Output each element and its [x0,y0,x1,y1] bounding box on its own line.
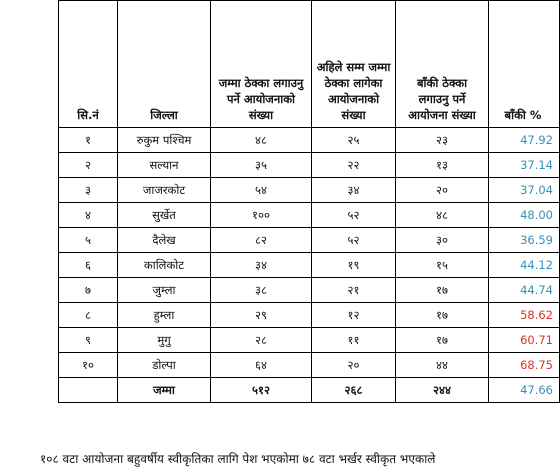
cell-remaining: १५ [396,253,489,278]
total-projects: ५१२ [211,378,312,403]
header-remaining-projects: बाँकी ठेक्का लगाउनु पर्ने आयोजना संख्या [396,1,489,128]
cell-sn: ६ [59,253,118,278]
table-row [59,303,560,328]
cell-sn: ७ [59,278,118,303]
table-row [59,278,560,303]
header-total-projects: जम्मा ठेक्का लगाउनु पर्ने आयोजनाको संख्या [211,1,312,128]
cell-percent: 47.92 [489,128,560,153]
total-row [59,378,560,403]
cell-district: जाजरकोट [118,178,211,203]
cell-sn: ५ [59,228,118,253]
total-label: जम्मा [118,378,211,403]
cell-percent: 58.62 [489,303,560,328]
cell-district: दैलेख [118,228,211,253]
cell-percent: 36.59 [489,228,560,253]
cell-percent: 60.71 [489,328,560,353]
cell-contracted: २० [312,353,396,378]
district-projects-table [58,0,560,403]
cell-contracted: ३४ [312,178,396,203]
cell-district: डोल्पा [118,353,211,378]
cell-district: जुम्ला [118,278,211,303]
cell-contracted: १२ [312,303,396,328]
cell-percent: 37.14 [489,153,560,178]
cell-remaining: १७ [396,328,489,353]
cell-percent: 37.04 [489,178,560,203]
table-row [59,228,560,253]
cell-remaining: १७ [396,278,489,303]
header-sn: सि.नं [59,1,118,128]
cell-total: ३४ [211,253,312,278]
cell-district: कालिकोट [118,253,211,278]
cell-total: ८२ [211,228,312,253]
cell-district: रुकुम पश्चिम [118,128,211,153]
cell-empty [59,378,118,403]
cell-contracted: २१ [312,278,396,303]
header-row [59,1,560,128]
cell-total: २८ [211,328,312,353]
cell-contracted: ११ [312,328,396,353]
cell-total: ६४ [211,353,312,378]
cell-sn: ४ [59,203,118,228]
cell-contracted: १९ [312,253,396,278]
table-row [59,153,560,178]
footer-paragraph: १०८ वटा आयोजना बहुवर्षीय स्वीकृतिका लागि पेश भएकोमा ७८ वटा भर्खर स्वीकृत भएकाले [40,452,436,466]
cell-percent: 44.74 [489,278,560,303]
cell-contracted: ५२ [312,228,396,253]
cell-sn: ८ [59,303,118,328]
table-row [59,353,560,378]
cell-remaining: ४८ [396,203,489,228]
cell-total: ४८ [211,128,312,153]
cell-district: सल्यान [118,153,211,178]
cell-total: ५४ [211,178,312,203]
cell-district: सुर्खेत [118,203,211,228]
cell-contracted: २५ [312,128,396,153]
cell-remaining: ४४ [396,353,489,378]
cell-total: १०० [211,203,312,228]
cell-percent: 48.00 [489,203,560,228]
cell-remaining: ३० [396,228,489,253]
cell-total: ३८ [211,278,312,303]
cell-district: मुगु [118,328,211,353]
cell-remaining: १३ [396,153,489,178]
table-row [59,203,560,228]
header-district: जिल्ला [118,1,211,128]
table-row [59,253,560,278]
cell-percent: 68.75 [489,353,560,378]
cell-total: ३५ [211,153,312,178]
cell-total: २९ [211,303,312,328]
total-contracted: २६८ [312,378,396,403]
cell-remaining: २० [396,178,489,203]
cell-district: हुम्ला [118,303,211,328]
cell-contracted: २२ [312,153,396,178]
table-row [59,128,560,153]
cell-remaining: २३ [396,128,489,153]
total-percent: 47.66 [489,378,560,403]
header-contracted-projects: अहिले सम्म जम्मा ठेक्का लागेका आयोजनाको संख्या [312,1,396,128]
cell-contracted: ५२ [312,203,396,228]
header-remaining-percent: बाँकी % [489,1,560,128]
cell-sn: १ [59,128,118,153]
cell-sn: १० [59,353,118,378]
cell-percent: 44.12 [489,253,560,278]
table-row [59,328,560,353]
table-row [59,178,560,203]
cell-sn: ३ [59,178,118,203]
cell-sn: २ [59,153,118,178]
total-remaining: २४४ [396,378,489,403]
cell-sn: ९ [59,328,118,353]
cell-remaining: १७ [396,303,489,328]
